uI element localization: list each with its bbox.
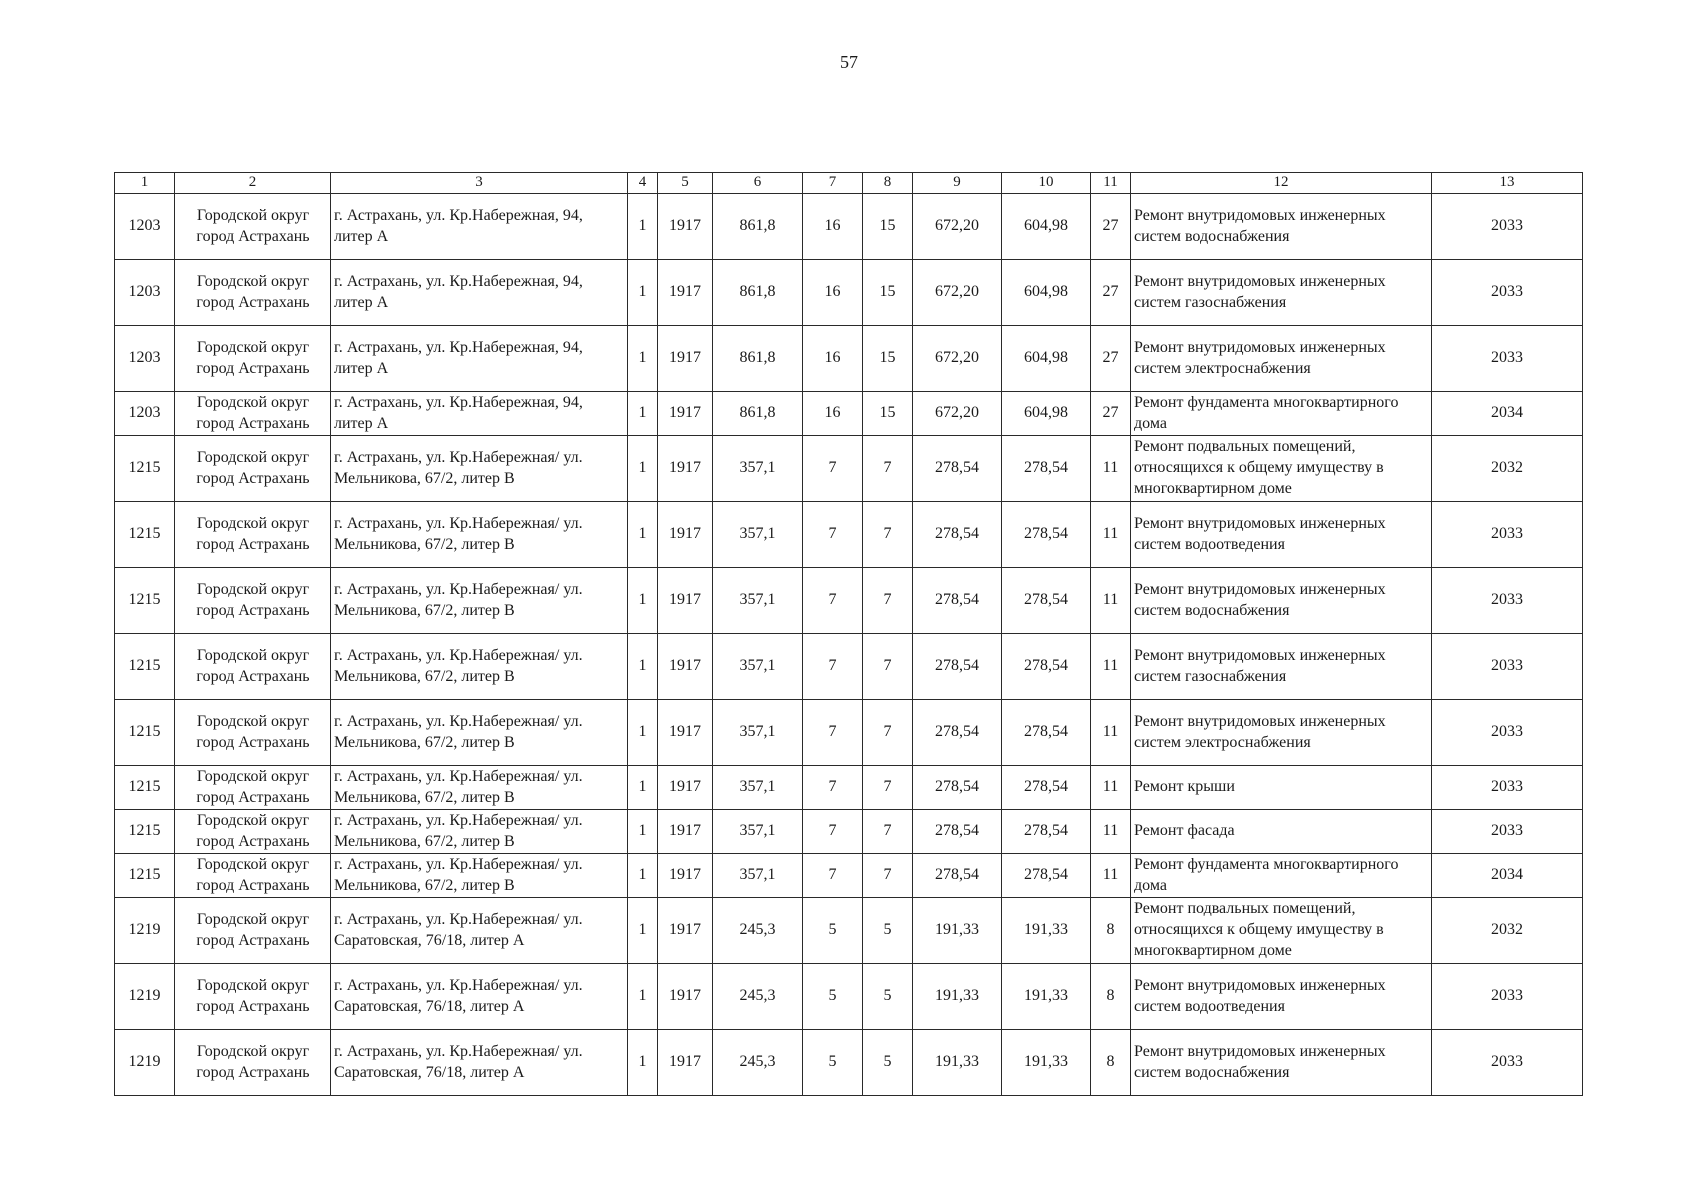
cell-build-year: 1917 xyxy=(658,326,713,392)
cell-col-10: 191,33 xyxy=(1002,898,1091,964)
cell-col-8: 15 xyxy=(863,194,913,260)
column-header-12: 12 xyxy=(1131,173,1432,194)
cell-plan-year: 2033 xyxy=(1432,326,1583,392)
cell-house-id: 1215 xyxy=(115,854,175,898)
cell-total-area: 861,8 xyxy=(713,392,803,436)
cell-address: г. Астрахань, ул. Кр.Набережная/ ул. Саратовская, 76/18, литер А xyxy=(331,1030,628,1096)
cell-col-11: 27 xyxy=(1091,326,1131,392)
cell-col-8: 5 xyxy=(863,964,913,1030)
cell-work-type: Ремонт фасада xyxy=(1131,810,1432,854)
cell-municipality: Городской округ город Астрахань xyxy=(175,392,331,436)
cell-plan-year: 2033 xyxy=(1432,700,1583,766)
cell-col-9: 672,20 xyxy=(913,326,1002,392)
cell-address: г. Астрахань, ул. Кр.Набережная/ ул. Мельникова, 67/2, литер В xyxy=(331,766,628,810)
cell-plan-year: 2032 xyxy=(1432,898,1583,964)
cell-col-9: 278,54 xyxy=(913,436,1002,502)
cell-build-year: 1917 xyxy=(658,634,713,700)
cell-municipality: Городской округ город Астрахань xyxy=(175,634,331,700)
table-row xyxy=(115,194,1583,260)
cell-address: г. Астрахань, ул. Кр.Набережная/ ул. Мельникова, 67/2, литер В xyxy=(331,502,628,568)
cell-house-id: 1215 xyxy=(115,700,175,766)
cell-house-id: 1219 xyxy=(115,964,175,1030)
cell-plan-year: 2034 xyxy=(1432,854,1583,898)
cell-total-area: 861,8 xyxy=(713,326,803,392)
cell-col-9: 278,54 xyxy=(913,810,1002,854)
cell-build-year: 1917 xyxy=(658,898,713,964)
cell-work-type: Ремонт внутридомовых инженерных систем водоотведения xyxy=(1131,964,1432,1030)
cell-col-10: 278,54 xyxy=(1002,568,1091,634)
cell-house-id: 1219 xyxy=(115,898,175,964)
cell-work-type: Ремонт внутридомовых инженерных систем водоснабжения xyxy=(1131,1030,1432,1096)
table-body xyxy=(115,194,1583,1096)
cell-plan-year: 2033 xyxy=(1432,568,1583,634)
cell-col-9: 278,54 xyxy=(913,634,1002,700)
cell-col-11: 27 xyxy=(1091,392,1131,436)
cell-col-4: 1 xyxy=(628,326,658,392)
cell-col-7: 7 xyxy=(803,766,863,810)
cell-address: г. Астрахань, ул. Кр.Набережная/ ул. Мельникова, 67/2, литер В xyxy=(331,810,628,854)
cell-col-10: 278,54 xyxy=(1002,700,1091,766)
cell-col-4: 1 xyxy=(628,700,658,766)
cell-col-7: 7 xyxy=(803,634,863,700)
cell-municipality: Городской округ город Астрахань xyxy=(175,1030,331,1096)
table-row xyxy=(115,436,1583,502)
cell-col-8: 15 xyxy=(863,392,913,436)
cell-build-year: 1917 xyxy=(658,766,713,810)
cell-col-9: 672,20 xyxy=(913,260,1002,326)
cell-col-11: 11 xyxy=(1091,810,1131,854)
cell-work-type: Ремонт внутридомовых инженерных систем электроснабжения xyxy=(1131,700,1432,766)
cell-col-4: 1 xyxy=(628,898,658,964)
cell-col-8: 7 xyxy=(863,810,913,854)
cell-col-9: 278,54 xyxy=(913,854,1002,898)
cell-build-year: 1917 xyxy=(658,964,713,1030)
cell-col-10: 191,33 xyxy=(1002,1030,1091,1096)
cell-house-id: 1203 xyxy=(115,392,175,436)
table-row xyxy=(115,502,1583,568)
cell-municipality: Городской округ город Астрахань xyxy=(175,436,331,502)
cell-col-7: 7 xyxy=(803,854,863,898)
cell-col-10: 604,98 xyxy=(1002,260,1091,326)
cell-address: г. Астрахань, ул. Кр.Набережная/ ул. Саратовская, 76/18, литер А xyxy=(331,964,628,1030)
cell-col-4: 1 xyxy=(628,502,658,568)
cell-work-type: Ремонт внутридомовых инженерных систем водоотведения xyxy=(1131,502,1432,568)
cell-total-area: 245,3 xyxy=(713,898,803,964)
cell-col-11: 11 xyxy=(1091,502,1131,568)
cell-plan-year: 2033 xyxy=(1432,1030,1583,1096)
cell-work-type: Ремонт внутридомовых инженерных систем электроснабжения xyxy=(1131,326,1432,392)
cell-col-4: 1 xyxy=(628,436,658,502)
cell-house-id: 1215 xyxy=(115,502,175,568)
cell-col-7: 7 xyxy=(803,810,863,854)
cell-total-area: 357,1 xyxy=(713,810,803,854)
cell-house-id: 1219 xyxy=(115,1030,175,1096)
cell-total-area: 245,3 xyxy=(713,1030,803,1096)
column-header-13: 13 xyxy=(1432,173,1583,194)
cell-col-9: 278,54 xyxy=(913,700,1002,766)
cell-build-year: 1917 xyxy=(658,502,713,568)
cell-plan-year: 2033 xyxy=(1432,810,1583,854)
cell-col-9: 191,33 xyxy=(913,964,1002,1030)
cell-col-8: 7 xyxy=(863,436,913,502)
cell-col-7: 16 xyxy=(803,260,863,326)
cell-col-8: 15 xyxy=(863,326,913,392)
cell-work-type: Ремонт подвальных помещений, относящихся к общему имуществу в многоквартирном доме xyxy=(1131,436,1432,502)
cell-col-11: 8 xyxy=(1091,898,1131,964)
cell-municipality: Городской округ город Астрахань xyxy=(175,568,331,634)
cell-municipality: Городской округ город Астрахань xyxy=(175,260,331,326)
cell-build-year: 1917 xyxy=(658,810,713,854)
column-header-6: 6 xyxy=(713,173,803,194)
cell-work-type: Ремонт крыши xyxy=(1131,766,1432,810)
cell-col-8: 7 xyxy=(863,502,913,568)
table-row xyxy=(115,854,1583,898)
cell-col-8: 15 xyxy=(863,260,913,326)
cell-col-11: 11 xyxy=(1091,854,1131,898)
cell-plan-year: 2033 xyxy=(1432,194,1583,260)
cell-col-9: 191,33 xyxy=(913,1030,1002,1096)
cell-address: г. Астрахань, ул. Кр.Набережная, 94, литер А xyxy=(331,260,628,326)
cell-col-10: 278,54 xyxy=(1002,810,1091,854)
cell-build-year: 1917 xyxy=(658,568,713,634)
cell-total-area: 245,3 xyxy=(713,964,803,1030)
cell-work-type: Ремонт фундамента многоквартирного дома xyxy=(1131,392,1432,436)
cell-total-area: 357,1 xyxy=(713,634,803,700)
table-row xyxy=(115,260,1583,326)
cell-plan-year: 2033 xyxy=(1432,766,1583,810)
cell-col-10: 278,54 xyxy=(1002,634,1091,700)
cell-municipality: Городской округ город Астрахань xyxy=(175,502,331,568)
cell-house-id: 1203 xyxy=(115,326,175,392)
cell-col-4: 1 xyxy=(628,568,658,634)
cell-col-4: 1 xyxy=(628,766,658,810)
cell-house-id: 1215 xyxy=(115,436,175,502)
cell-col-11: 11 xyxy=(1091,634,1131,700)
cell-col-11: 8 xyxy=(1091,964,1131,1030)
table-row xyxy=(115,700,1583,766)
cell-col-4: 1 xyxy=(628,392,658,436)
cell-col-7: 16 xyxy=(803,194,863,260)
table-row xyxy=(115,766,1583,810)
cell-col-10: 604,98 xyxy=(1002,392,1091,436)
cell-build-year: 1917 xyxy=(658,700,713,766)
cell-build-year: 1917 xyxy=(658,194,713,260)
cell-municipality: Городской округ город Астрахань xyxy=(175,854,331,898)
column-header-9: 9 xyxy=(913,173,1002,194)
cell-col-11: 11 xyxy=(1091,436,1131,502)
cell-address: г. Астрахань, ул. Кр.Набережная/ ул. Мельникова, 67/2, литер В xyxy=(331,700,628,766)
cell-plan-year: 2033 xyxy=(1432,502,1583,568)
cell-col-10: 604,98 xyxy=(1002,194,1091,260)
cell-col-7: 5 xyxy=(803,1030,863,1096)
column-header-2: 2 xyxy=(175,173,331,194)
cell-col-11: 27 xyxy=(1091,194,1131,260)
column-header-5: 5 xyxy=(658,173,713,194)
cell-col-9: 672,20 xyxy=(913,392,1002,436)
cell-house-id: 1215 xyxy=(115,568,175,634)
cell-col-7: 5 xyxy=(803,964,863,1030)
cell-build-year: 1917 xyxy=(658,260,713,326)
cell-col-7: 7 xyxy=(803,700,863,766)
cell-municipality: Городской округ город Астрахань xyxy=(175,326,331,392)
cell-address: г. Астрахань, ул. Кр.Набережная, 94, литер А xyxy=(331,392,628,436)
cell-address: г. Астрахань, ул. Кр.Набережная/ ул. Саратовская, 76/18, литер А xyxy=(331,898,628,964)
cell-col-8: 7 xyxy=(863,766,913,810)
cell-col-11: 11 xyxy=(1091,568,1131,634)
cell-house-id: 1203 xyxy=(115,260,175,326)
cell-total-area: 861,8 xyxy=(713,260,803,326)
cell-col-7: 7 xyxy=(803,436,863,502)
table-row xyxy=(115,392,1583,436)
cell-col-10: 278,54 xyxy=(1002,502,1091,568)
cell-col-9: 278,54 xyxy=(913,766,1002,810)
table-row xyxy=(115,634,1583,700)
cell-plan-year: 2033 xyxy=(1432,964,1583,1030)
cell-col-9: 672,20 xyxy=(913,194,1002,260)
cell-municipality: Городской округ город Астрахань xyxy=(175,194,331,260)
cell-total-area: 861,8 xyxy=(713,194,803,260)
cell-col-8: 5 xyxy=(863,1030,913,1096)
cell-col-10: 278,54 xyxy=(1002,436,1091,502)
table-row xyxy=(115,898,1583,964)
cell-col-4: 1 xyxy=(628,810,658,854)
cell-address: г. Астрахань, ул. Кр.Набережная/ ул. Мельникова, 67/2, литер В xyxy=(331,568,628,634)
cell-address: г. Астрахань, ул. Кр.Набережная/ ул. Мельникова, 67/2, литер В xyxy=(331,634,628,700)
cell-col-8: 5 xyxy=(863,898,913,964)
cell-col-4: 1 xyxy=(628,964,658,1030)
cell-col-10: 278,54 xyxy=(1002,766,1091,810)
cell-plan-year: 2032 xyxy=(1432,436,1583,502)
cell-work-type: Ремонт фундамента многоквартирного дома xyxy=(1131,854,1432,898)
cell-col-8: 7 xyxy=(863,854,913,898)
cell-house-id: 1215 xyxy=(115,766,175,810)
column-header-8: 8 xyxy=(863,173,913,194)
column-header-11: 11 xyxy=(1091,173,1131,194)
cell-work-type: Ремонт внутридомовых инженерных систем водоснабжения xyxy=(1131,194,1432,260)
cell-col-7: 7 xyxy=(803,568,863,634)
cell-col-9: 278,54 xyxy=(913,568,1002,634)
cell-col-9: 278,54 xyxy=(913,502,1002,568)
cell-total-area: 357,1 xyxy=(713,854,803,898)
cell-municipality: Городской округ город Астрахань xyxy=(175,700,331,766)
cell-address: г. Астрахань, ул. Кр.Набережная/ ул. Мельникова, 67/2, литер В xyxy=(331,854,628,898)
cell-work-type: Ремонт внутридомовых инженерных систем газоснабжения xyxy=(1131,634,1432,700)
header-row xyxy=(115,173,1583,194)
cell-col-7: 16 xyxy=(803,392,863,436)
cell-municipality: Городской округ город Астрахань xyxy=(175,898,331,964)
cell-col-11: 8 xyxy=(1091,1030,1131,1096)
cell-build-year: 1917 xyxy=(658,1030,713,1096)
cell-col-7: 7 xyxy=(803,502,863,568)
column-header-3: 3 xyxy=(331,173,628,194)
cell-col-11: 11 xyxy=(1091,766,1131,810)
cell-col-4: 1 xyxy=(628,854,658,898)
page-number: 57 xyxy=(840,52,858,72)
cell-house-id: 1203 xyxy=(115,194,175,260)
cell-total-area: 357,1 xyxy=(713,568,803,634)
cell-build-year: 1917 xyxy=(658,854,713,898)
cell-house-id: 1215 xyxy=(115,634,175,700)
cell-plan-year: 2033 xyxy=(1432,260,1583,326)
cell-municipality: Городской округ город Астрахань xyxy=(175,810,331,854)
cell-work-type: Ремонт подвальных помещений, относящихся к общему имуществу в многоквартирном доме xyxy=(1131,898,1432,964)
cell-house-id: 1215 xyxy=(115,810,175,854)
cell-col-10: 278,54 xyxy=(1002,854,1091,898)
cell-col-8: 7 xyxy=(863,634,913,700)
column-header-1: 1 xyxy=(115,173,175,194)
cell-col-8: 7 xyxy=(863,568,913,634)
column-header-7: 7 xyxy=(803,173,863,194)
cell-col-4: 1 xyxy=(628,194,658,260)
table-row xyxy=(115,810,1583,854)
cell-col-8: 7 xyxy=(863,700,913,766)
table-row xyxy=(115,568,1583,634)
cell-col-7: 16 xyxy=(803,326,863,392)
cell-col-4: 1 xyxy=(628,260,658,326)
cell-total-area: 357,1 xyxy=(713,502,803,568)
cell-total-area: 357,1 xyxy=(713,700,803,766)
cell-address: г. Астрахань, ул. Кр.Набережная/ ул. Мельникова, 67/2, литер В xyxy=(331,436,628,502)
cell-work-type: Ремонт внутридомовых инженерных систем водоснабжения xyxy=(1131,568,1432,634)
cell-total-area: 357,1 xyxy=(713,436,803,502)
cell-municipality: Городской округ город Астрахань xyxy=(175,766,331,810)
cell-col-7: 5 xyxy=(803,898,863,964)
cell-col-10: 191,33 xyxy=(1002,964,1091,1030)
cell-total-area: 357,1 xyxy=(713,766,803,810)
column-header-4: 4 xyxy=(628,173,658,194)
cell-address: г. Астрахань, ул. Кр.Набережная, 94, литер А xyxy=(331,326,628,392)
cell-col-9: 191,33 xyxy=(913,898,1002,964)
cell-build-year: 1917 xyxy=(658,392,713,436)
table-row xyxy=(115,326,1583,392)
column-header-10: 10 xyxy=(1002,173,1091,194)
cell-build-year: 1917 xyxy=(658,436,713,502)
cell-work-type: Ремонт внутридомовых инженерных систем газоснабжения xyxy=(1131,260,1432,326)
capital-repair-table xyxy=(114,172,1583,1096)
cell-address: г. Астрахань, ул. Кр.Набережная, 94, литер А xyxy=(331,194,628,260)
cell-municipality: Городской округ город Астрахань xyxy=(175,964,331,1030)
cell-col-4: 1 xyxy=(628,634,658,700)
cell-plan-year: 2033 xyxy=(1432,634,1583,700)
table-row xyxy=(115,964,1583,1030)
cell-col-11: 27 xyxy=(1091,260,1131,326)
cell-col-4: 1 xyxy=(628,1030,658,1096)
cell-col-10: 604,98 xyxy=(1002,326,1091,392)
cell-plan-year: 2034 xyxy=(1432,392,1583,436)
cell-col-11: 11 xyxy=(1091,700,1131,766)
table-row xyxy=(115,1030,1583,1096)
table-header xyxy=(115,173,1583,194)
